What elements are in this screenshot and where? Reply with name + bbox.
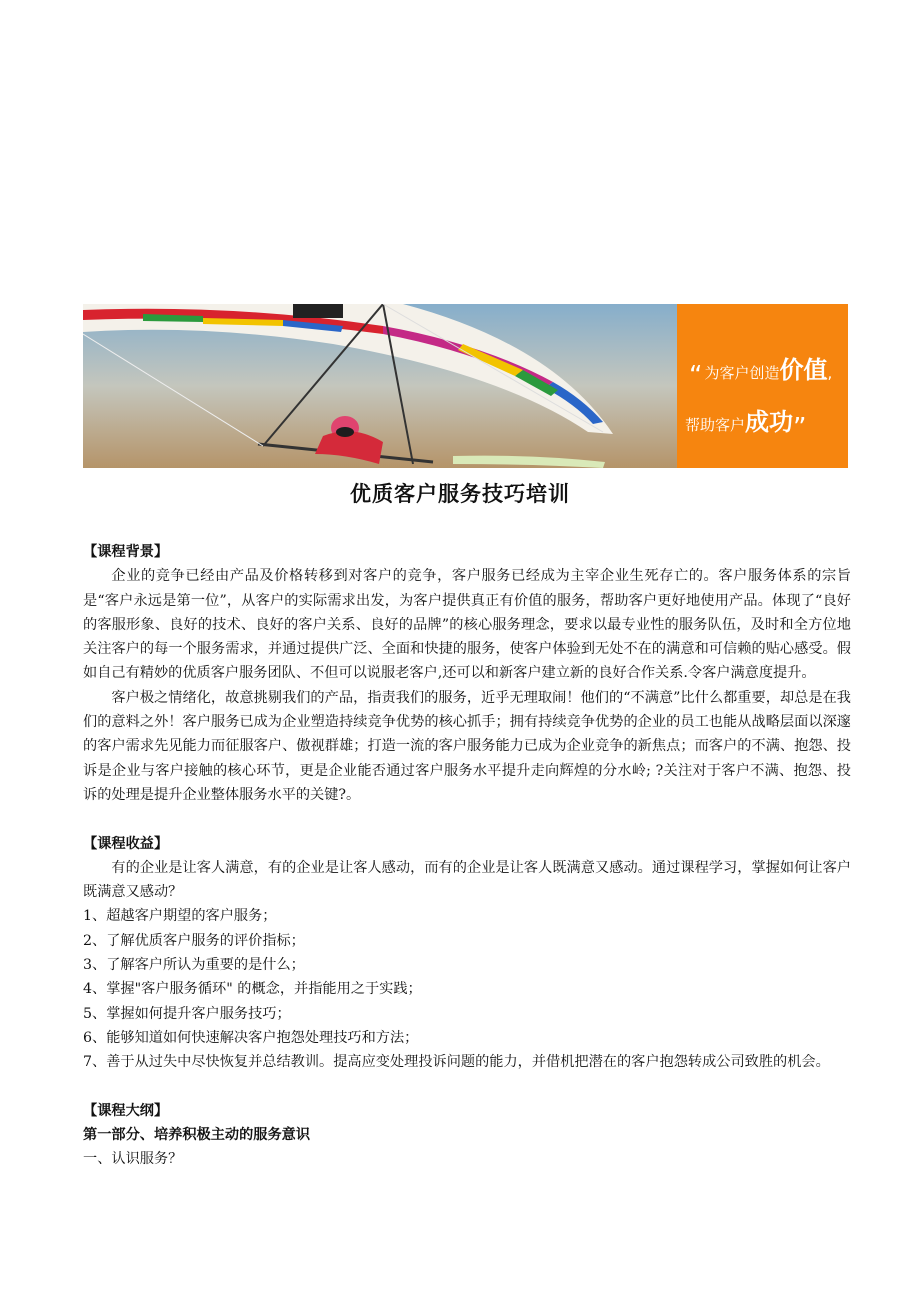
benefits-heading: 【课程收益】 bbox=[83, 835, 169, 852]
slogan-line-2-emphasis: 成功 bbox=[745, 408, 794, 436]
benefit-item: 6、能够知道如何快速解决客户抱怨处理技巧和方法； bbox=[83, 1029, 419, 1046]
benefit-item: 5、掌握如何提升客户服务技巧； bbox=[83, 1005, 291, 1022]
outline-section-1: 一、认识服务？ bbox=[83, 1151, 183, 1168]
slogan-line-2-text: 帮助客户 bbox=[685, 416, 746, 434]
slogan-panel bbox=[677, 304, 848, 468]
benefits-intro: 有的企业是让客人满意，有的企业是让客人感动，而有的企业是让客人既满意又感动。通过课程学习，掌握如何让客户既满意又感动？ bbox=[83, 859, 851, 901]
page-title: 优质客户服务技巧培训 bbox=[350, 482, 570, 506]
benefit-item: 7、善于从过失中尽快恢复并总结教训。提高应变处理投诉问题的能力，并借机把潜在的客户抱怨转成公司致胜的机会。 bbox=[83, 1054, 830, 1071]
spacer bbox=[83, 807, 851, 831]
background-paragraph-1: 企业的竞争已经由产品及价格转移到对客户的竞争，客户服务已经成为主宰企业生死存亡的。客户服务体系的宗旨是“客户永远是第一位”，从客户的实际需求出发，为客户提供真正有价值的服务，帮助客户更好地使用产品。体现了“良好的客服形象、良好的技术、良好的客户关系、良好的品牌”的核心服务理念，要求以最专业性的服务队伍，及时和全方位地关注客户的每一个服务需求，并通过提供广泛、全面和快捷的服务，使客户体验到无处不在的满意和可信赖的贴心感受。假如自己有精妙的优质客户服务团队、不但可以说服老客户,还可以和新客户建立新的良好合作关系.令客户满意度提升。 bbox=[83, 568, 851, 682]
slogan-line-2 bbox=[685, 402, 807, 443]
spacer bbox=[83, 1075, 851, 1099]
slogan-line-1 bbox=[689, 350, 832, 391]
close-quote: ” bbox=[793, 413, 807, 443]
benefit-item: 4、掌握"客户服务循环" 的概念，并指能用之于实践； bbox=[83, 981, 422, 998]
hang-glider-illustration bbox=[83, 304, 677, 468]
hang-glider-photo bbox=[83, 304, 677, 468]
banner bbox=[83, 304, 848, 468]
outline-heading: 【课程大纲】 bbox=[83, 1102, 169, 1119]
slogan-line-1-emphasis: 价值 bbox=[779, 356, 828, 384]
slogan-line-1-tail: , bbox=[827, 364, 833, 382]
background-paragraph-2: 客户极之情绪化，故意挑剔我们的产品，指责我们的服务，近乎无理取闹！他们的“不满意”比什么都重要，却总是在我们的意料之外！客户服务已成为企业塑造持续竞争优势的核心抓手；拥有持续竞争优势的企业的员工也能从战略层面以深邃的客户需求先见能力而征服客户、傲视群雄；打造一流的客户服务能力已成为企业竞争的新焦点；而客户的不满、抱怨、投诉是企业与客户接触的核心环节，更是企业能否通过客户服务水平提升走向辉煌的分水岭; ?关注对于客户不满、抱怨、投诉的处理是提升企业整体服务水平的关键?。 bbox=[83, 689, 851, 803]
background-heading: 【课程背景】 bbox=[83, 544, 169, 560]
open-quote: “ bbox=[689, 361, 703, 391]
document-body bbox=[83, 540, 851, 1172]
slogan-line-1-text: 为客户创造 bbox=[704, 364, 780, 382]
benefit-item: 1、超越客户期望的客户服务； bbox=[83, 908, 277, 925]
benefit-item: 2、了解优质客户服务的评价指标； bbox=[83, 932, 305, 949]
outline-part-1: 第一部分、培养积极主动的服务意识 bbox=[83, 1127, 311, 1144]
benefit-item: 3、了解客户所认为重要的是什么； bbox=[83, 957, 305, 974]
